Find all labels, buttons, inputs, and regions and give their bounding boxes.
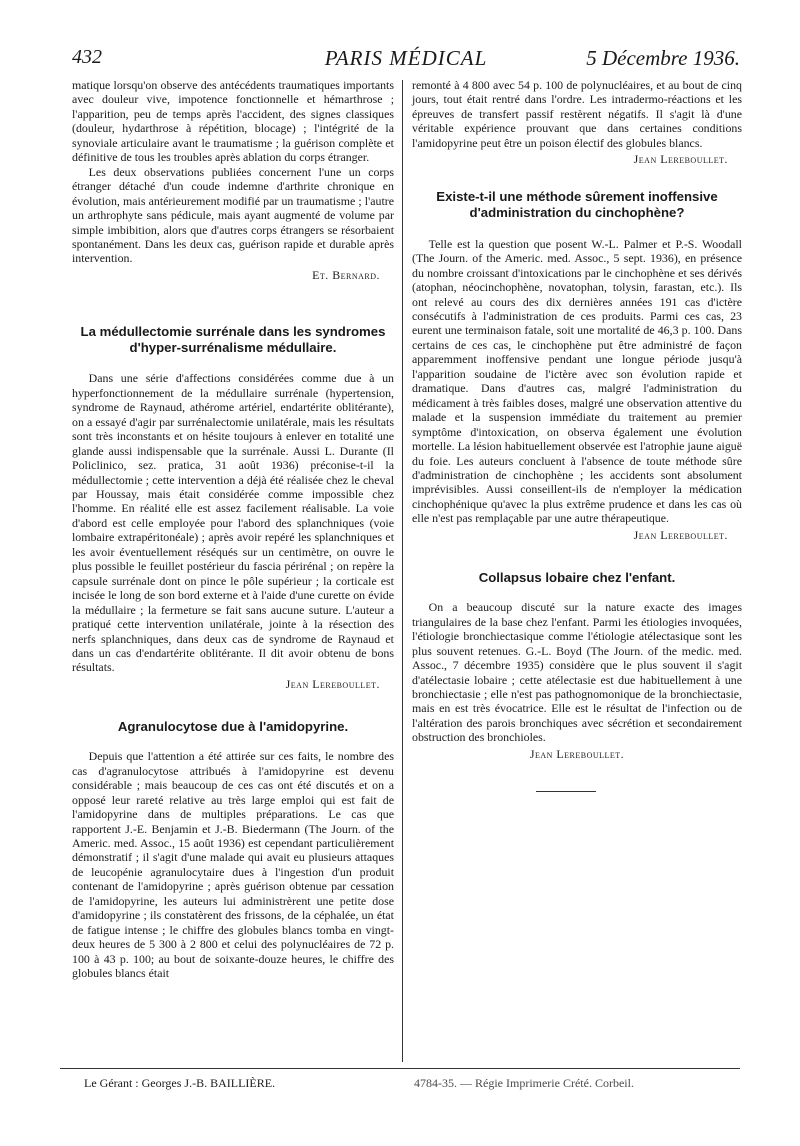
article-body-collapsus: On a beaucoup discuté sur la nature exacte des images triangulaires de la base chez l'enfant. Parmi les étiologies invoquées, l'étiologie bronchiectasique comme l'étiologie atélectasique sont les plus souvent retenues. G.-L. Boyd (The Journ. of the medic. med. Assoc., 7 décembre 1935) considère que le plus souvent il s'agit d'atélectasie lobaire ; cette atélectasie est due habituellement à une bronchiectasie ; elle n'est pas pathognomonique de la bronchiectasie, mais en est très évocatrice. Elle est le résultat de l'infection ou de l'altération des parois bronchiques avec sécrétion et secondairement obstruction des bronchioles. — [412, 600, 742, 745]
article-title-agranulocytose: Agranulocytose due à l'amidopyrine. — [117, 719, 349, 735]
article-title-collapsus: Collapsus lobaire chez l'enfant. — [478, 570, 676, 586]
article-continuation: remonté à 4 800 avec 54 p. 100 de polynucléaires, et au bout de cinq jours, tout était rentré dans l'ordre. Les intradermo-réactions et les épreuves de transfert passif restèrent négatifs. Il s'agit là d'une véritable expérience prouvant que dans certaines conditions l'amidopyrine peut être un poison électif des globules blancs. — [412, 78, 742, 150]
page-number: 432 — [72, 46, 102, 68]
article-body-agranulocytose: Depuis que l'attention a été attirée sur ces faits, le nombre des cas d'agranulocytose attribués à l'amidopyrine est devenu considérable ; mais beaucoup de ces cas ont été discutés et on a opposé leur rareté relative au très large emploi qui est fait de l'amidopyrine dans de multiples préparations. Le cas que rapportent J.-E. Benjamin et J.-B. Biedermann (The Journ. of the Americ. med. Assoc., 15 août 1936) est cependant particulièrement démonstratif ; il s'agit d'une malade qui avait eu plusieurs attaques de leucopénie agranulocytaire dues à l'ingestion d'un produit contenant de l'amidopyrine ; après guérison obtenue par cessation de l'amidopyrine, les auteurs lui administrèrent une petite dose d'amidopyrine ; ils constatèrent des frissons, de la céphalée, un état de fatigue intense ; le chiffre des globules blancs tomba en vingt-deux heures de 5 300 à 2 800 et celui des polynucléaires de 72 p. 100 à 43 p. 100; au bout de soixante-douze heures, le chiffre des globules blancs était — [72, 749, 394, 981]
intro-paragraph-2: Les deux observations publiées concernent l'une un corps étranger détaché d'un coude indemne d'arthrite chronique en évolution, mais antérieurement modifié par un traumatisme ; l'autre un arthrophyte sans pédicule, mais ayant augmenté de volume par simple imbibition, alors que d'autres corps étrangers se résorbaient spontanément. Dans les deux cas, guérison rapide et durable après intervention. — [72, 164, 394, 266]
intro-paragraph: matique lorsqu'on observe des antécédents traumatiques importants avec douleur vive, impotence fonctionnelle et hémarthrose ; l'apparition, peu de temps après l'accident, des signes classiques (douleur, hydarthrose à répétition, blocage) ; l'intégrité de la synoviale articulaire avant le traumatisme ; la guérison complète et définitive de tous les troubles après ablation du corps étranger. — [72, 78, 394, 165]
left-column — [72, 78, 394, 981]
article-body-cinchophene: Telle est la question que posent W.-L. Palmer et P.-S. Woodall (The Journ. of the Americ. med. Assoc., 5 sept. 1936), en présence du nombre croissant d'intoxications par le cinchophène et ses dérivés (atophan, néocinchophène, novatophan, tolysin, farastan, etc.). Ils ont relevé au cours des dix dernières années 191 cas d'ictère consécutifs à l'administration de ces produits. Parmi ces cas, 23 eurent une terminaison fatale, soit une mortalité de 46,3 p. 100. Dans certains de ces cas, le cinchophène put être administré de façon apparemment inoffensive pendant une longue période jusqu'à l'apparition soudaine de l'ictère avec son évolution rapide et dramatique. Dans d'autres cas, malgré l'administration du médicament à très faibles doses, malgré une observation attentive du malade et la suspension immédiate du traitement au premier symptôme d'intoxication, on observa également une évolution mortelle. La lésion habituellement observée est l'atrophie jaune aiguë du foie. Les auteurs concluent à l'absence de toute méthode sûre d'administration de cinchophène ; les accidents sont absolument imprévisibles. Aussi conseillent-ils de n'employer la médication cinchophénique qu'avec la plus extrême prudence et dans les cas où elle n'est pas remplaçable par une autre thérapeutique. — [412, 236, 742, 526]
end-rule — [536, 791, 596, 792]
journal-title: PARIS MÉDICAL — [324, 46, 488, 70]
page-header — [72, 46, 740, 76]
signature: Jean Lereboullet. — [285, 676, 380, 691]
footer-rule — [60, 1068, 740, 1069]
column-divider — [402, 80, 403, 1062]
gerant-line: Le Gérant : Georges J.-B. BAILLIÈRE. — [84, 1076, 276, 1090]
signature: Et. Bernard. — [312, 267, 380, 282]
article-body-medullectomie: Dans une série d'affections considérées comme due à un hyperfonctionnement de la médullaire surrénale (hypertension, syndrome de Raynaud, athérome artériel, endartérite oblitérante), on a essayé d'agir par surrénalectomie unilatérale, mais les résultats sont très inconstants et on hésite toujours à enlever en totalité une glande aussi indispensable que la surrénale. Aussi L. Durante (Il Policlinico, sez. pratica, 31 août 1936) préconise-t-il la médullectomie ; cette intervention a déjà été réalisée chez le cheval par Houssay, mais était considérée comme impossible chez l'homme. En réalité elle est assez facilement réalisable. La voie d'abord est celle employée pour l'abord des splanchniques (voie lombaire extrapéritonéale) ; après avoir repéré les splanchniques et les avoir éventuellement réséqués sur un centimètre, on ouvre le plus possible le feuillet postérieur du fascia périrénal ; on repère la capsule surrénale dont on pince le pôle supérieur ; la corticale est incisée le long de son bord externe et à l'aide d'une curette on évide la médullaire ; la fermeture se fait sans aucune suture. L'auteur a pratiqué cette intervention unilatérale, jointe à la résection des nerfs splanchniques, dans deux cas de syndrome de Raynaud et dans un cas d'endartérite oblitérante. Il dit avoir obtenu de bons résultats. — [72, 371, 394, 675]
issue-date: 5 Décembre 1936. — [586, 46, 740, 70]
article-title-medullectomie: La médullectomie surrénale dans les syndromes d'hyper-surrénalisme médullaire. — [80, 324, 386, 356]
article-title-cinchophene: Existe-t-il une méthode sûrement inoffensive d'administration du cinchophène? — [436, 188, 718, 220]
signature: Jean Lereboullet. — [529, 746, 625, 761]
signature: Jean Lereboullet. — [633, 152, 728, 167]
right-column — [412, 78, 742, 792]
signature: Jean Lereboullet. — [633, 527, 728, 542]
printer-line: 4784-35. — Régie Imprimerie Crété. Corbeil. — [414, 1076, 634, 1090]
